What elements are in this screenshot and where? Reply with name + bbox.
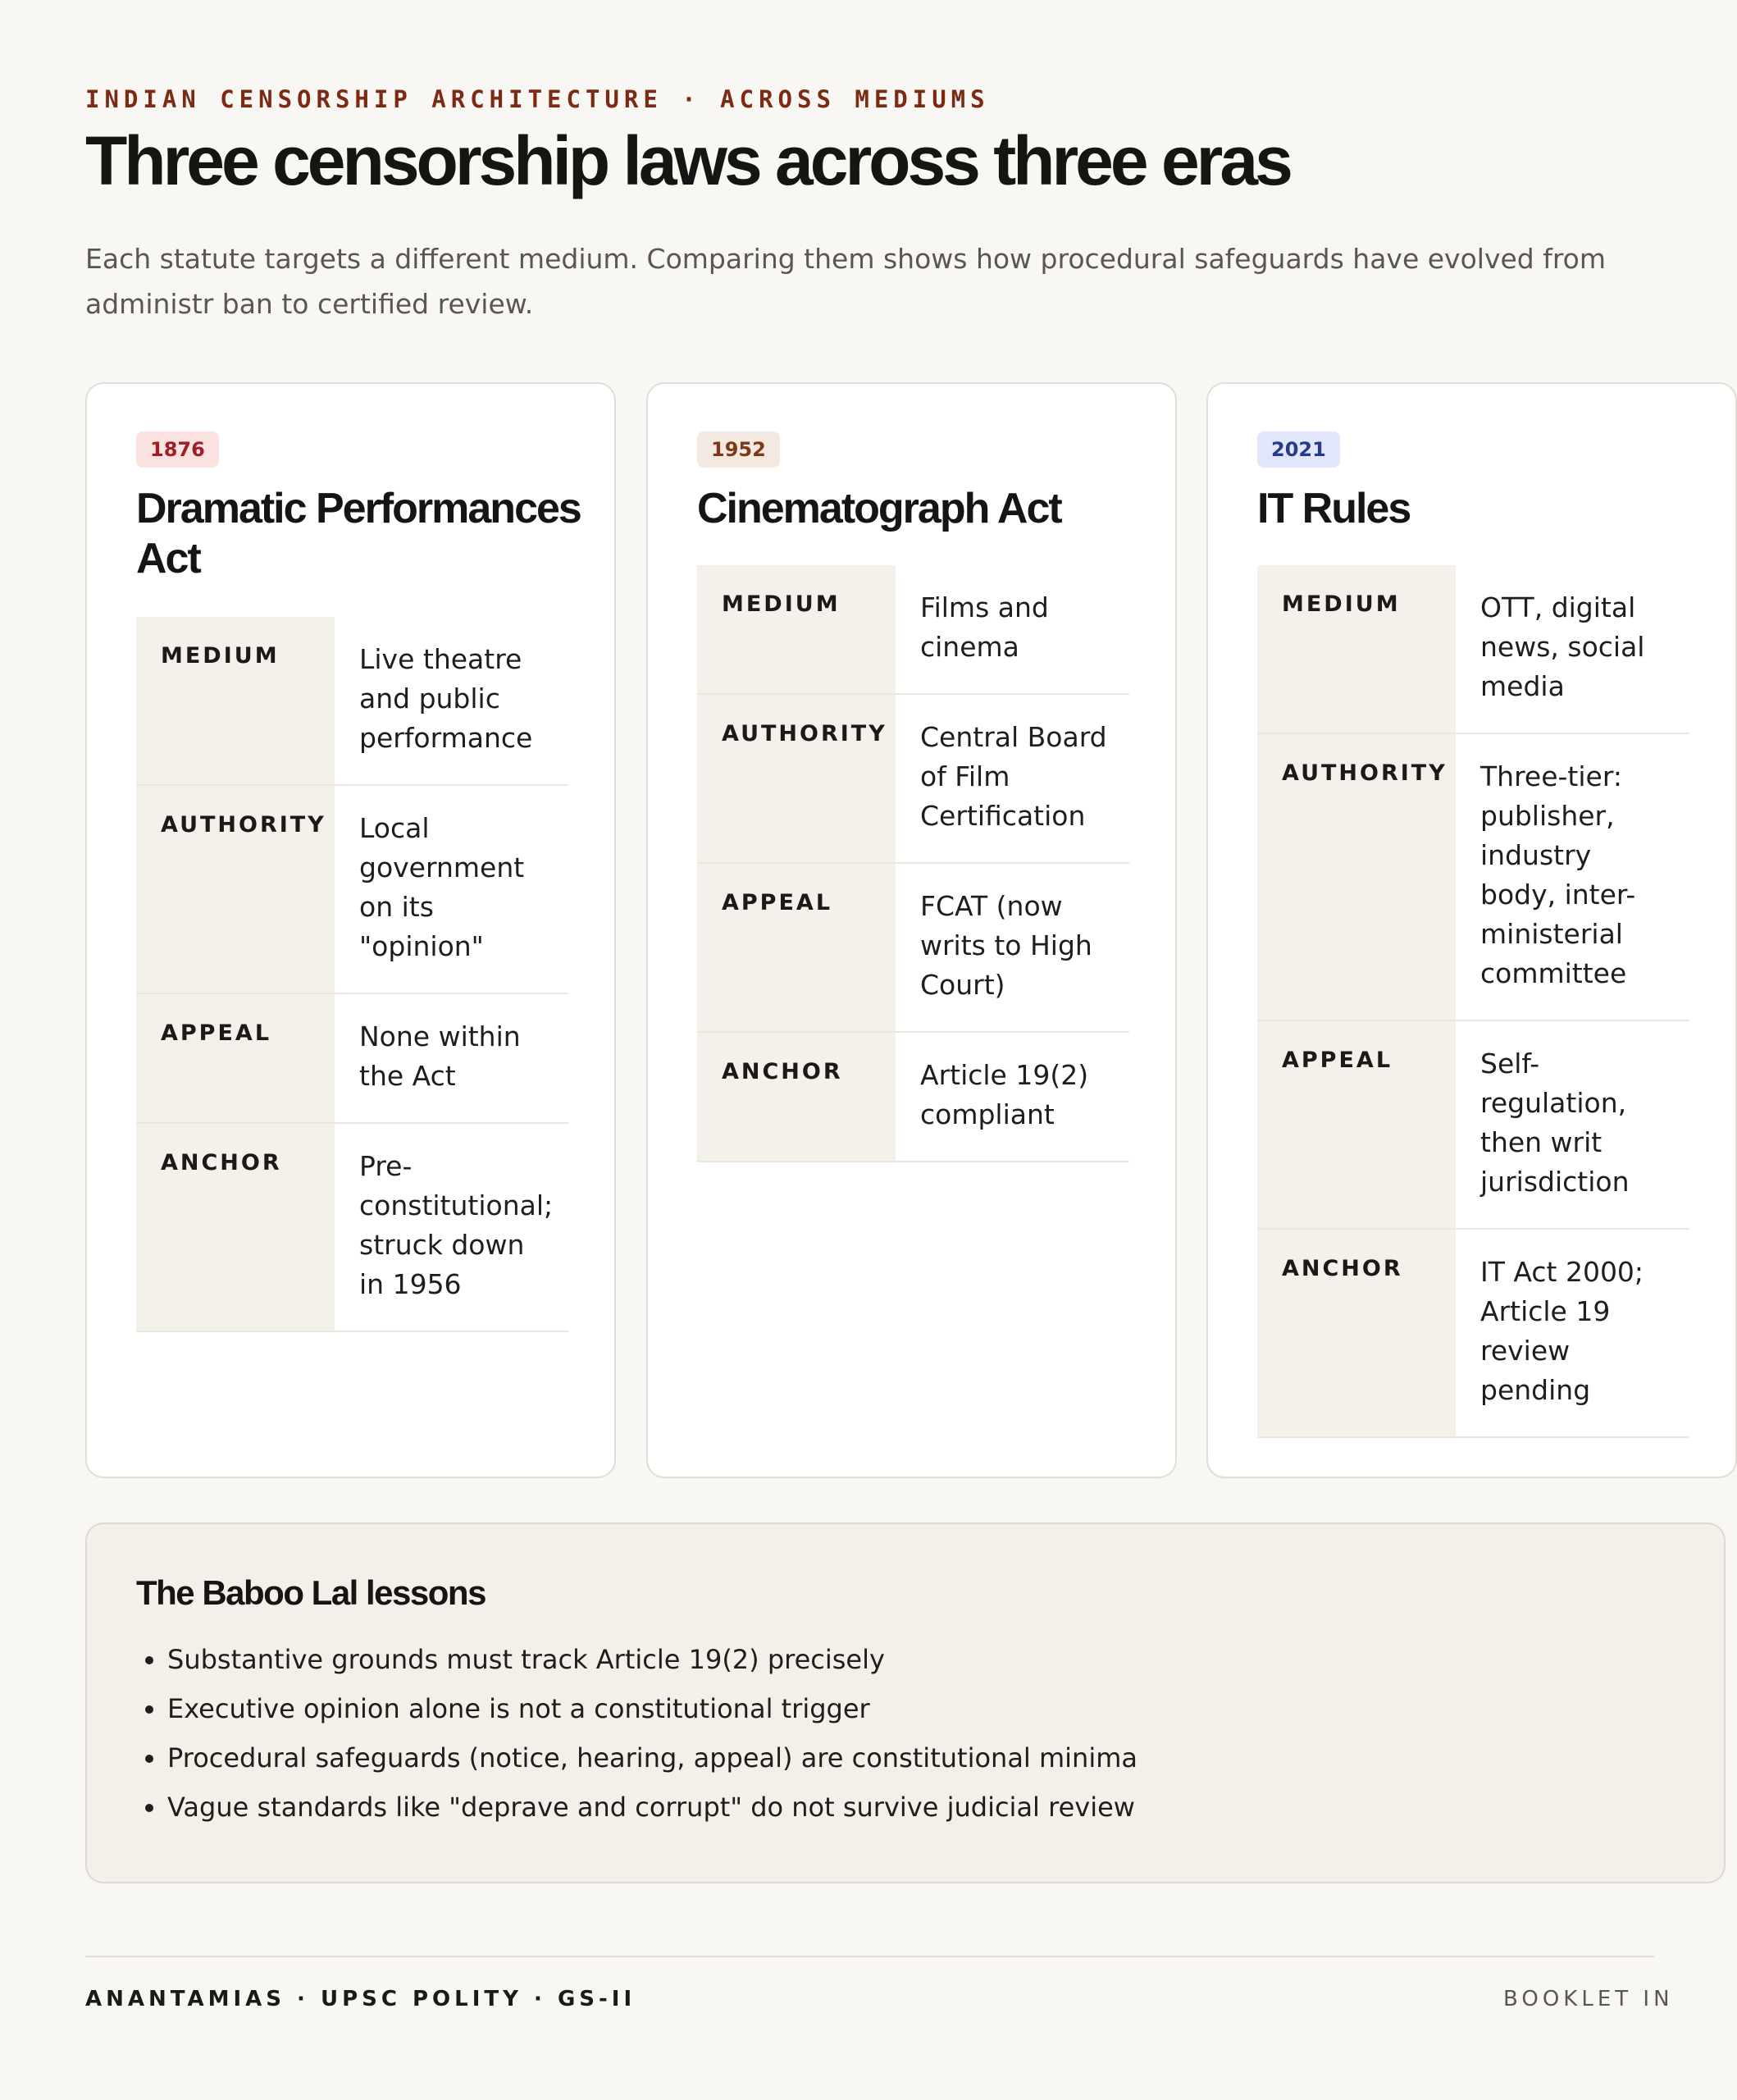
year-badge: 1876	[136, 431, 219, 468]
facts-key: MEDIUM	[1257, 565, 1456, 733]
facts-value: None within the Act	[359, 1020, 521, 1092]
facts-row-anchor	[1257, 1230, 1689, 1438]
facts-value: IT Act 2000; Article 19 review pending	[1480, 1256, 1644, 1406]
facts-key: APPEAL	[136, 994, 335, 1122]
facts-value: OTT, digital news, social media	[1480, 591, 1645, 702]
page-subtitle: Each statute targets a different medium. Comparing them shows how procedural safeguards have evolved from administr ban to certified review.	[85, 243, 1607, 320]
facts-key: AUTHORITY	[1257, 734, 1456, 1020]
lesson-item: • Executive opinion alone is not a constitutional trigger	[167, 1684, 1137, 1733]
facts-value: Live theatre and public performance	[359, 643, 533, 754]
facts-row-authority	[697, 695, 1129, 864]
facts-row-appeal	[136, 994, 568, 1124]
facts-table	[136, 617, 568, 1332]
page-title: Three censorship laws across three eras	[85, 122, 1290, 199]
facts-table	[697, 565, 1129, 1162]
facts-row-medium	[136, 617, 568, 786]
facts-value: Self-regulation, then writ jurisdiction	[1480, 1048, 1630, 1198]
facts-row-appeal	[697, 864, 1129, 1033]
law-card-dramatic-performances	[85, 382, 616, 1478]
law-card-cinematograph	[646, 382, 1177, 1478]
facts-key: ANCHOR	[1257, 1230, 1456, 1436]
footer-booklet-label: BOOKLET IN	[1503, 1987, 1674, 2011]
footer-divider	[85, 1956, 1654, 1957]
facts-value: Article 19(2) compliant	[920, 1059, 1089, 1130]
facts-table	[1257, 565, 1689, 1438]
eyebrow-label: INDIAN CENSORSHIP ARCHITECTURE · ACROSS MEDIUMS	[85, 85, 990, 113]
facts-row-authority	[136, 786, 568, 994]
facts-key: MEDIUM	[697, 565, 896, 693]
lessons-panel	[85, 1522, 1726, 1883]
facts-row-medium	[1257, 565, 1689, 734]
facts-key: ANCHOR	[697, 1033, 896, 1161]
facts-row-appeal	[1257, 1021, 1689, 1230]
lessons-title: The Baboo Lal lessons	[136, 1573, 486, 1612]
footer-brand: ANANTAMIAS · UPSC POLITY · GS-II	[85, 1987, 636, 2011]
facts-value: Pre-constitutional; struck down in 1956	[359, 1150, 554, 1300]
facts-key: AUTHORITY	[136, 786, 335, 993]
card-title: IT Rules	[1257, 485, 1411, 532]
card-title: Cinematograph Act	[697, 485, 1061, 532]
card-title: Dramatic Performances Act	[136, 485, 581, 582]
year-badge: 1952	[697, 431, 780, 468]
lessons-list	[136, 1635, 1137, 1832]
facts-row-anchor	[697, 1033, 1129, 1162]
lesson-item: • Vague standards like "deprave and corrupt" do not survive judicial review	[167, 1783, 1137, 1832]
facts-value: FCAT (now writs to High Court)	[920, 890, 1092, 1001]
facts-key: MEDIUM	[136, 617, 335, 784]
facts-key: AUTHORITY	[697, 695, 896, 862]
facts-row-anchor	[136, 1124, 568, 1332]
facts-row-authority	[1257, 734, 1689, 1021]
facts-key: APPEAL	[1257, 1021, 1456, 1228]
law-card-it-rules	[1206, 382, 1737, 1478]
facts-key: ANCHOR	[136, 1124, 335, 1331]
facts-value: Three-tier: publisher, industry body, inter-ministerial committee	[1480, 760, 1636, 989]
lesson-item: • Substantive grounds must track Article 19(2) precisely	[167, 1635, 1137, 1684]
facts-value: Central Board of Film Certification	[920, 721, 1107, 832]
facts-value: Local government on its "opinion"	[359, 812, 525, 962]
year-badge: 2021	[1257, 431, 1340, 468]
lesson-item: • Procedural safeguards (notice, hearing, appeal) are constitutional minima	[167, 1733, 1137, 1783]
facts-value: Films and cinema	[920, 591, 1049, 663]
facts-row-medium	[697, 565, 1129, 695]
facts-key: APPEAL	[697, 864, 896, 1031]
